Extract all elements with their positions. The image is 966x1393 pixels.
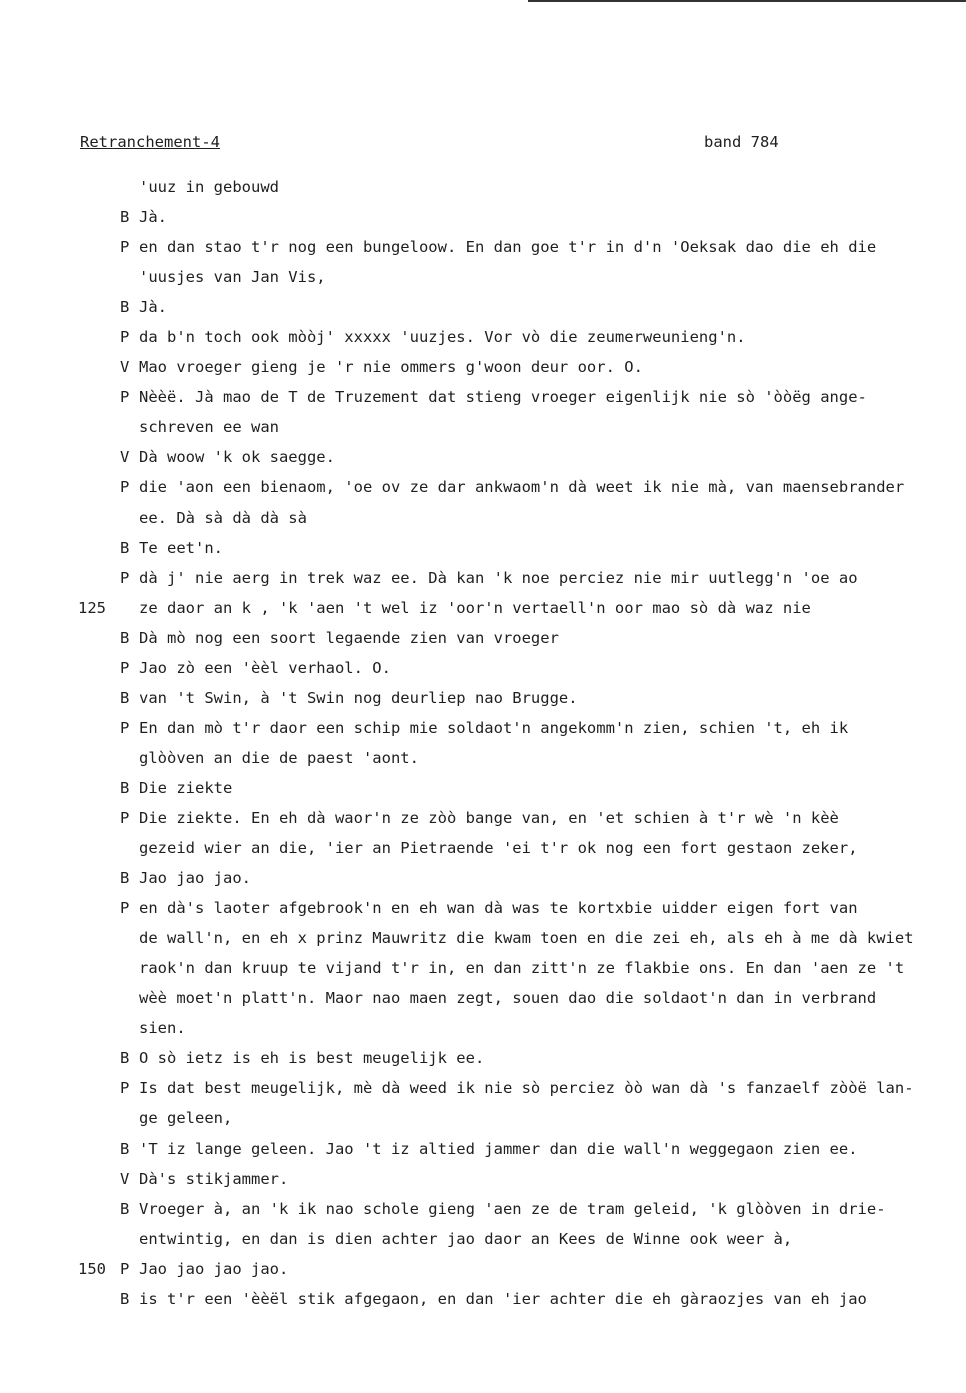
utterance-text: die 'aon een bienaom, 'oe ov ze dar ankwaom'n dà weet ik nie mà, van maensebrander: [139, 478, 905, 497]
transcript-line: [0, 1134, 966, 1164]
transcript-line: [0, 1284, 966, 1314]
speaker-label: P: [120, 1259, 130, 1278]
utterance-text: Mao vroeger gieng je 'r nie ommers g'woon deur oor. O.: [139, 358, 643, 377]
transcript-line: [0, 803, 966, 833]
utterance-text: entwintig, en dan is dien achter jao daor an Kees de Winne ook weer à,: [139, 1229, 793, 1248]
utterance-text: Jao zò een 'èèl verhaol. O.: [139, 658, 391, 677]
transcript-line: [0, 623, 966, 653]
transcript-line: [0, 1013, 966, 1043]
utterance-text: gezeid wier an die, 'ier an Pietraende 'ei t'r ok nog een fort gestaon zeker,: [139, 839, 858, 858]
transcript-line: [0, 503, 966, 533]
utterance-text: is t'r een 'èèël stik afgegaon, en dan 'ier achter die eh gàraozjes van eh jao: [139, 1289, 867, 1308]
speaker-label: P: [120, 718, 130, 737]
transcript-line: [0, 352, 966, 382]
utterance-text: O sò ietz is eh is best meugelijk ee.: [139, 1049, 485, 1068]
utterance-text: Jà.: [139, 208, 167, 227]
utterance-text: ee. Dà sà dà dà sà: [139, 508, 307, 527]
utterance-text: dà j' nie aerg in trek waz ee. Dà kan 'k noe perciez nie mir uutlegg'n 'oe ao: [139, 568, 858, 587]
utterance-text: schreven ee wan: [139, 418, 279, 437]
speaker-label: B: [120, 778, 130, 797]
transcript-line: [0, 713, 966, 743]
utterance-text: de wall'n, en eh x prinz Mauwritz die kwam toen en die zei eh, als eh à me dà kwiet: [139, 929, 914, 948]
transcript-line: [0, 863, 966, 893]
tape-number: band 784: [704, 133, 779, 151]
utterance-text: 'uusjes van Jan Vis,: [139, 268, 326, 287]
speaker-label: B: [120, 298, 130, 317]
transcript-line: [0, 563, 966, 593]
speaker-label: B: [120, 869, 130, 888]
transcript-line: [0, 833, 966, 863]
speaker-label: V: [120, 1169, 130, 1188]
utterance-text: Te eet'n.: [139, 538, 223, 557]
utterance-text: Nèèë. Jà mao de T de Truzement dat stieng vroeger eigenlijk nie sò 'òòëg ange-: [139, 388, 867, 407]
speaker-label: P: [120, 328, 130, 347]
utterance-text: glòòven an die de paest 'aont.: [139, 748, 419, 767]
speaker-label: P: [120, 808, 130, 827]
transcript-line: [0, 202, 966, 232]
utterance-text: Is dat best meugelijk, mè dà weed ik nie sò perciez òò wan dà 's fanzaelf zòòë lan-: [139, 1079, 914, 1098]
utterance-text: Die ziekte: [139, 778, 233, 797]
speaker-label: B: [120, 1199, 130, 1218]
speaker-label: B: [120, 208, 130, 227]
speaker-label: B: [120, 538, 130, 557]
transcript-line: [0, 1043, 966, 1073]
utterance-text: En dan mò t'r daor een schip mie soldaot'n angekomm'n zien, schien 't, eh ik: [139, 718, 849, 737]
transcript-line: [0, 1103, 966, 1133]
transcript-line: [0, 262, 966, 292]
transcript-line: [0, 1073, 966, 1103]
transcript-line: [0, 1164, 966, 1194]
transcript-line: [0, 653, 966, 683]
utterance-text: da b'n toch ook mòòj' xxxxx 'uuzjes. Vor vò die zeumerweunieng'n.: [139, 328, 746, 347]
utterance-text: sien.: [139, 1019, 186, 1038]
transcript-line: [0, 533, 966, 563]
transcript-line: [0, 1224, 966, 1254]
transcript-line: [0, 172, 966, 202]
utterance-text: Die ziekte. En eh dà waor'n ze zòò bange van, en 'et schien à t'r wè 'n kèè: [139, 808, 839, 827]
speaker-label: P: [120, 658, 130, 677]
utterance-text: raok'n dan kruup te vijand t'r in, en dan zitt'n ze flakbie ons. En dan 'aen ze 't: [139, 959, 905, 978]
transcript-line: [0, 953, 966, 983]
transcript-line: [0, 983, 966, 1013]
document-title: Retranchement-4: [80, 133, 220, 151]
transcript-line: [0, 412, 966, 442]
transcript-line: [0, 232, 966, 262]
transcript-line: [0, 1254, 966, 1284]
line-number: 125: [78, 598, 106, 617]
utterance-text: ze daor an k , 'k 'aen 't wel iz 'oor'n vertaell'n oor mao sò dà waz nie: [139, 598, 811, 617]
transcript-line: [0, 923, 966, 953]
line-number: 150: [78, 1259, 106, 1278]
transcript-line: [0, 743, 966, 773]
speaker-label: V: [120, 448, 130, 467]
utterance-text: Jao jao jao jao.: [139, 1259, 289, 1278]
transcript-line: [0, 472, 966, 502]
utterance-text: en dà's laoter afgebrook'n en eh wan dà was te kortxbie uidder eigen fort van: [139, 899, 858, 918]
speaker-label: P: [120, 568, 130, 587]
utterance-text: 'T iz lange geleen. Jao 't iz altied jammer dan die wall'n weggegaon zien ee.: [139, 1139, 858, 1158]
utterance-text: ge geleen,: [139, 1109, 233, 1128]
utterance-text: wèè moet'n platt'n. Maor nao maen zegt, souen dao die soldaot'n dan in verbrand: [139, 989, 877, 1008]
speaker-label: P: [120, 238, 130, 257]
transcript-line: [0, 292, 966, 322]
transcript-line: [0, 593, 966, 623]
top-rule: [528, 0, 966, 2]
speaker-label: P: [120, 388, 130, 407]
speaker-label: P: [120, 899, 130, 918]
speaker-label: B: [120, 1289, 130, 1308]
utterance-text: Jà.: [139, 298, 167, 317]
utterance-text: Vroeger à, an 'k ik nao schole gieng 'aen ze de tram geleid, 'k glòòven in drie-: [139, 1199, 886, 1218]
transcript-line: [0, 683, 966, 713]
speaker-label: B: [120, 688, 130, 707]
transcript-line: [0, 1194, 966, 1224]
transcript-line: [0, 442, 966, 472]
speaker-label: P: [120, 478, 130, 497]
utterance-text: van 't Swin, à 't Swin nog deurliep nao Brugge.: [139, 688, 578, 707]
utterance-text: en dan stao t'r nog een bungeloow. En dan goe t'r in d'n 'Oeksak dao die eh die: [139, 238, 877, 257]
utterance-text: Dà's stikjammer.: [139, 1169, 289, 1188]
utterance-text: Dà mò nog een soort legaende zien van vroeger: [139, 628, 559, 647]
transcript-body: [0, 172, 966, 1314]
speaker-label: V: [120, 358, 130, 377]
speaker-label: B: [120, 1139, 130, 1158]
utterance-text: Dà woow 'k ok saegge.: [139, 448, 335, 467]
transcript-line: [0, 322, 966, 352]
transcript-line: [0, 382, 966, 412]
utterance-text: Jao jao jao.: [139, 869, 251, 888]
transcript-line: [0, 893, 966, 923]
transcript-line: [0, 773, 966, 803]
speaker-label: B: [120, 1049, 130, 1068]
utterance-text: 'uuz in gebouwd: [139, 178, 279, 196]
speaker-label: B: [120, 628, 130, 647]
speaker-label: P: [120, 1079, 130, 1098]
